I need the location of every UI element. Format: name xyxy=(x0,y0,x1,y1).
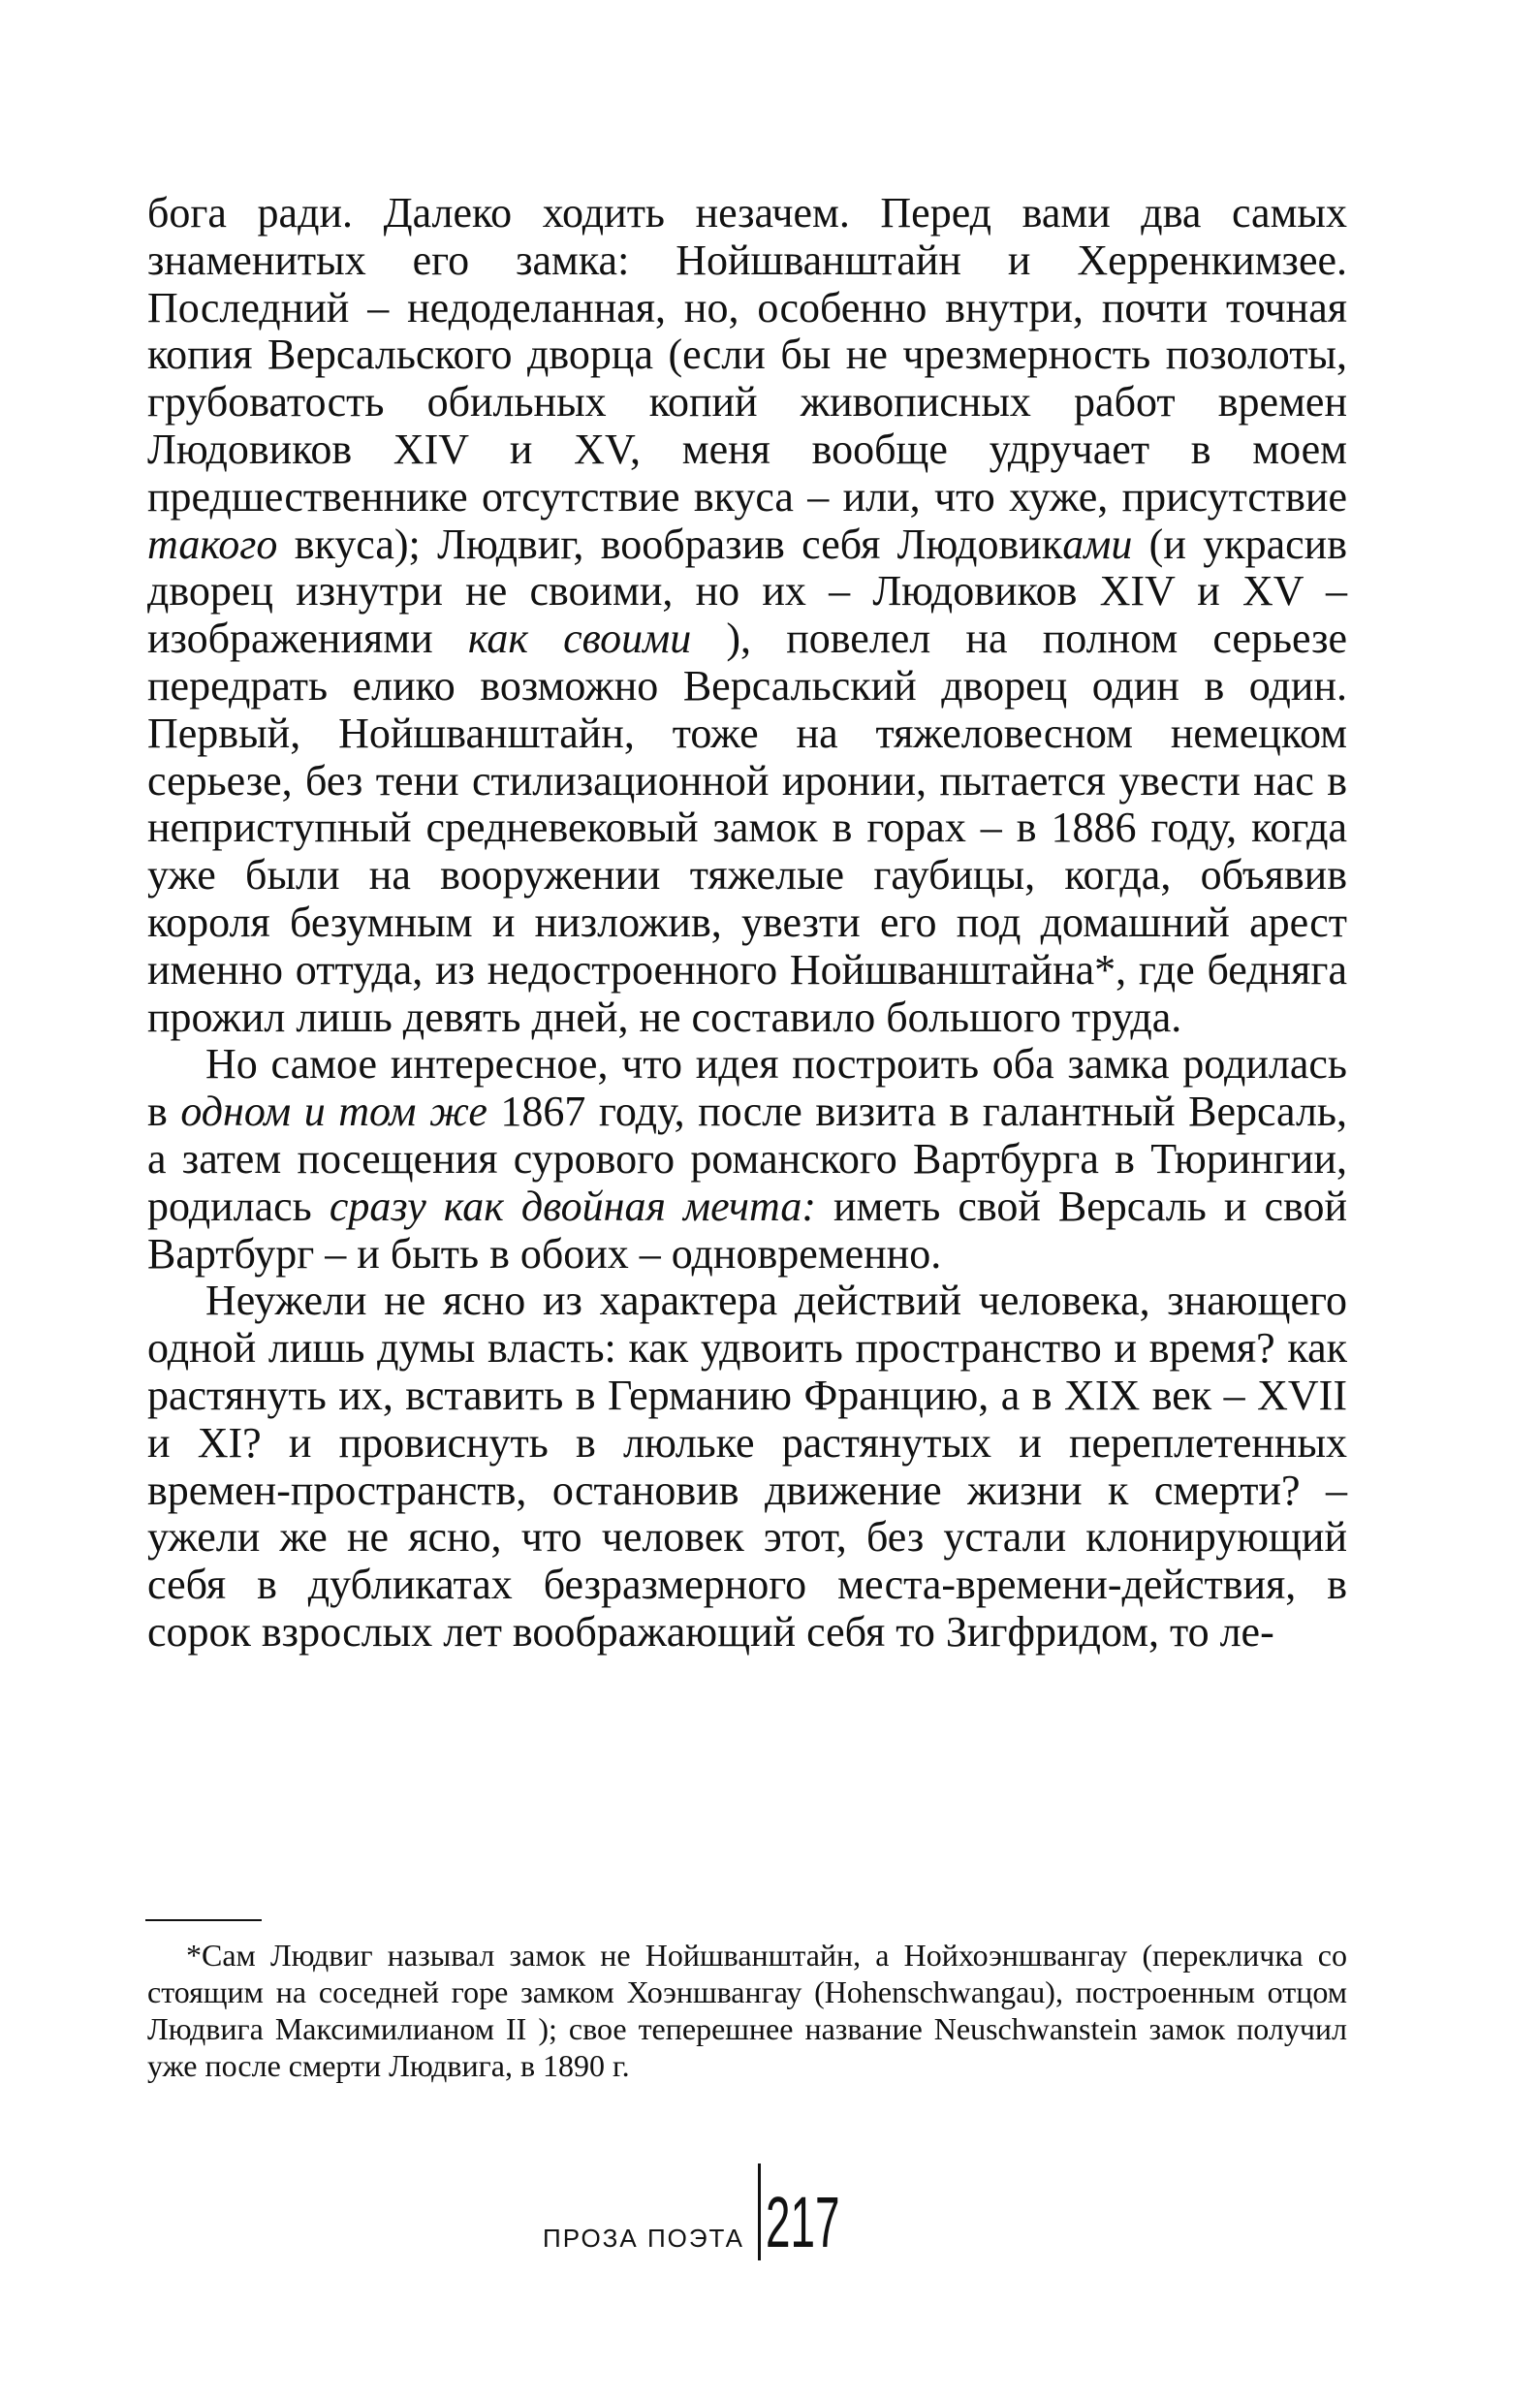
italic-segment: как своими xyxy=(467,615,692,663)
text-segment: 1867 году, после визита в галантный Версаль, а затем посещения сурового романского Вартбурга в Тюрингии, родилась xyxy=(147,1088,1347,1230)
paragraph-1 xyxy=(147,190,1347,1041)
text-segment: Но самое интересное, что идея построить оба замка родилась в xyxy=(147,1040,1347,1136)
text-segment: ), повелел на полном серьезе передрать елико возможно Версальский дворец один в один. Первый, Нойшванштайн, тоже на тяжеловесном немецком серьезе, без тени стилизационной иронии, пытается увести нас в неприступный средневековый замок в горах – в 1886 году, когда уже были на вооружении тяжелые гаубицы, когда, объявив короля безумным и низложив, увезти его под домашний арест именно оттуда, из недостроенного Нойшванштайна*, где бедняга прожил лишь девять дней, не составило большого труда. xyxy=(147,615,1347,1041)
italic-segment: сразу как двойная мечта: xyxy=(329,1182,816,1230)
text-segment: вкуса); Людвиг, вообразив себя Людовик xyxy=(277,520,1063,568)
footnote xyxy=(147,1937,1347,2084)
italic-segment: одном и том же xyxy=(180,1088,487,1136)
paragraph-3 xyxy=(147,1278,1347,1656)
text-segment: бога ради. Далеко ходить незачем. Перед вами два самых знаменитых его замка: Нойшванштайн и Херренкимзее. Последний – недоделанная, но, особенно внутри, почти точная копия Версальского дворца (если бы не чрезмерность позолоты, грубоватость обильных копий живописных работ времен Людовиков XIV и XV, меня вообще удручает в моем предшественнике отсутствие вкуса – или, что хуже, присутствие xyxy=(147,189,1347,521)
running-footer xyxy=(543,2163,888,2260)
paragraph-2 xyxy=(147,1041,1347,1278)
text-segment: Неужели не ясно из характера действий человека, знающего одной лишь думы власть: как удвоить пространство и время? как растянуть их, вставить в Германию Францию, а в XIX век – XVII и XI? и провиснуть в люльке растянутых и переплетенных времен-пространств, остановив движение жизни к смерти? – ужели же не ясно, что человек этот, без устали клонирующий себя в дубликатах безразмерного места-времени-действия, в сорок взрослых лет воображающий себя то Зигфридом, то ле- xyxy=(147,1277,1347,1656)
italic-segment: ами xyxy=(1062,520,1133,568)
section-title: ПРОЗА ПОЭТА xyxy=(543,2224,744,2253)
text-segment: иметь свой Версаль и свой Вартбург – и быть в обоих – одновременно. xyxy=(147,1182,1347,1278)
main-text xyxy=(147,190,1347,1657)
text-segment: (и украсив дворец изнутри не своими, но их – Людовиков XIV и XV – изображениями xyxy=(147,520,1347,663)
footnote-text: *Сам Людвиг называл замок не Нойшванштайн, а Нойхоэншвангау (перекличка со стоящим на соседней горе замком Хоэншвангау (Hohenschwangau), построенным отцом Людвига Максимилианом II ); свое теперешнее название Neuschwanstein замок получил уже после смерти Людвига, в 1890 г. xyxy=(147,1938,1347,2083)
italic-segment: такого xyxy=(147,520,278,568)
footnote-divider xyxy=(145,1919,262,1921)
page-number: 217 xyxy=(765,2182,840,2262)
